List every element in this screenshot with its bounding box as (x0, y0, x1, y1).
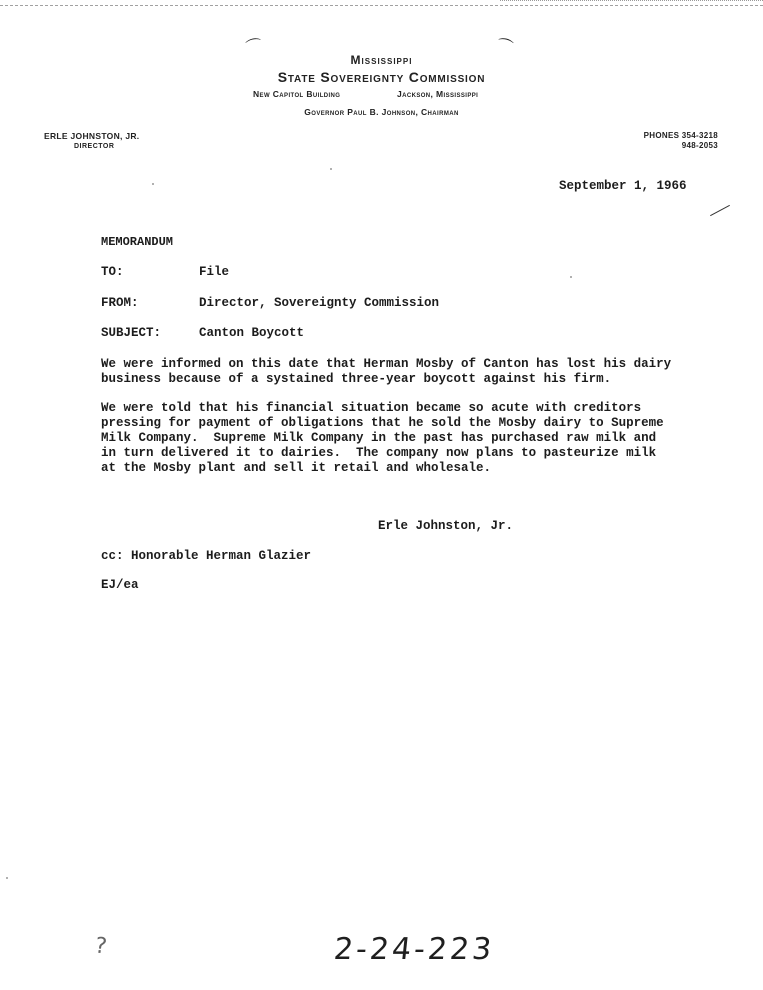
carbon-copy-line: cc: Honorable Herman Glazier (101, 549, 312, 563)
scan-speck (152, 183, 154, 185)
scan-border-line-top-right (500, 0, 763, 1)
subject-value: Canton Boycott (199, 326, 305, 340)
signature-line: Erle Johnston, Jr. (378, 519, 514, 533)
memo-paragraph-1: We were informed on this date that Herman Mosby of Canton has lost his dairy business because of a systained three-year boycott against his firm. (101, 357, 672, 386)
scan-speck (330, 168, 332, 170)
typist-initials: EJ/ea (101, 578, 139, 592)
from-value: Director, Sovereignty Commission (199, 296, 440, 310)
seal-flourish-right-icon: ⌒ (494, 35, 515, 58)
scan-border-line (0, 5, 763, 6)
to-value: File (199, 265, 230, 279)
letterhead-governor: Governor Paul B. Johnson, Chairman (304, 107, 459, 117)
letterhead-building: New Capitol Building (253, 89, 341, 99)
handwritten-mark: ? (93, 933, 109, 960)
director-title: DIRECTOR (74, 143, 115, 150)
phone-secondary: 948-2053 (681, 141, 718, 150)
to-label: TO: (101, 265, 124, 279)
memo-paragraph-2: We were told that his financial situation became so acute with creditors pressing for payment of obligations that he sold the Mosby dairy to Supreme Milk Company. Supreme Milk Company in the past has purchased raw milk and in turn delivered it to dairies. The company now plans to pasteurize milk at the Mosby plant and sell it retail and wholesale. (101, 401, 664, 475)
letterhead-city: Jackson, Mississippi (397, 89, 479, 99)
from-label: FROM: (101, 296, 139, 310)
handwritten-archive-number: 2-24-223 (332, 932, 497, 967)
phone-primary: PHONES 354-3218 (643, 131, 718, 140)
memo-heading: MEMORANDUM (101, 235, 174, 249)
letterhead-state: Mississippi (350, 53, 413, 67)
pen-tick-mark (710, 205, 730, 216)
scan-speck (570, 276, 572, 278)
director-name: ERLE JOHNSTON, JR. (44, 131, 140, 141)
seal-flourish-left-icon: ⌒ (244, 35, 265, 58)
memo-date: September 1, 1966 (559, 179, 687, 193)
scan-speck (6, 877, 8, 879)
letterhead-commission: State Sovereignty Commission (277, 69, 486, 85)
subject-label: SUBJECT: (101, 326, 162, 340)
